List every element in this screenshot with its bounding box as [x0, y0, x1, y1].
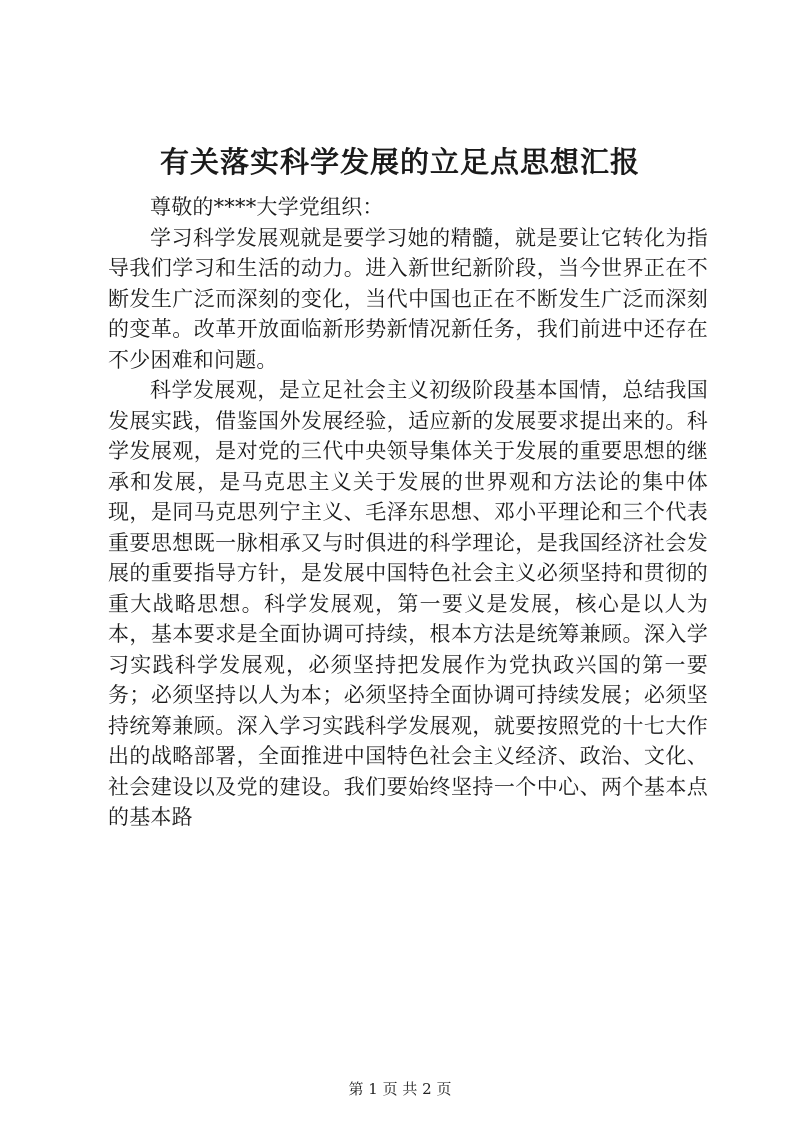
- salutation: 尊敬的****大学党组织：: [150, 195, 384, 219]
- document-body: [108, 192, 708, 833]
- paragraph-2: 科学发展观，是立足社会主义初级阶段基本国情，总结我国发展实践，借鉴国外发展经验，适应新的发展要求提出来的。科学发展观，是对党的三代中央领导集体关于发展的重要思想的继承和发展，是马克思主义关于发展的世界观和方法论的集中体现，是同马克思列宁主义、毛泽东思想、邓小平理论和三个代表重要思想既一脉相承又与时俱进的科学理论，是我国经济社会发展的重要指导方针，是发展中国特色社会主义必须坚持和贯彻的重大战略思想。科学发展观，第一要义是发展，核心是以人为本，基本要求是全面协调可持续，根本方法是统筹兼顾。深入学习实践科学发展观，必须坚持把发展作为党执政兴国的第一要务；必须坚持以人为本；必须坚持全面协调可持续发展；必须坚持统筹兼顾。深入学习实践科学发展观，就要按照党的十七大作出的战略部署，全面推进中国特色社会主义经济、政治、文化、社会建设以及党的建设。我们要始终坚持一个中心、两个基本点的基本路: [108, 378, 708, 829]
- document-title: 有关落实科学发展的立足点思想汇报: [159, 145, 640, 179]
- page-footer: 第 1 页 共 2 页: [348, 1080, 452, 1098]
- paragraph-1: 学习科学发展观就是要学习她的精髓，就是要让它转化为指导我们学习和生活的动力。进入新世纪新阶段，当今世界正在不断发生广泛而深刻的变化，当代中国也正在不断发生广泛而深刻的变革。改革开放面临新形势新情况新任务，我们前进中还存在不少困难和问题。: [108, 225, 708, 372]
